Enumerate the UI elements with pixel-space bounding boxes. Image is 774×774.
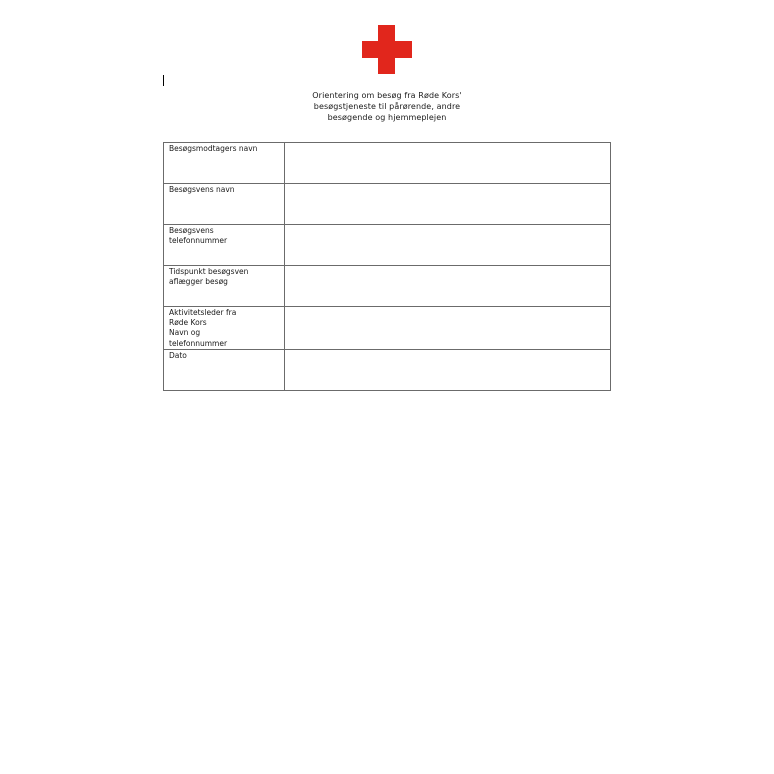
visit-info-table [163, 142, 611, 391]
recipient-name-field[interactable] [285, 143, 611, 184]
heading-line-3: besøgende og hjemmeplejen [327, 113, 447, 122]
text-cursor[interactable] [163, 75, 164, 86]
row-label-visit-time [164, 266, 285, 307]
table-row [164, 143, 611, 184]
label-line: telefonnummer [169, 236, 228, 246]
activity-leader-field[interactable] [285, 307, 611, 350]
visit-time-field[interactable] [285, 266, 611, 307]
date-field[interactable] [285, 349, 611, 390]
visitor-phone-field[interactable] [285, 225, 611, 266]
table-row [164, 349, 611, 390]
table-row [164, 184, 611, 225]
label-line: Tidspunkt besøgsven [169, 267, 249, 276]
visitor-name-field[interactable] [285, 184, 611, 225]
row-label-activity-leader [164, 307, 285, 350]
table-row [164, 225, 611, 266]
row-label-date [164, 349, 285, 390]
label-line: Dato [169, 350, 187, 360]
red-cross-icon [362, 25, 412, 74]
label-line: telefonnummer [169, 338, 228, 348]
row-label-visitor-phone [164, 225, 285, 266]
row-label-recipient-name [164, 143, 285, 184]
heading-line-1: Orientering om besøg fra Røde Kors' [312, 91, 462, 100]
document-heading [287, 90, 487, 123]
table-row [164, 266, 611, 307]
label-line: Besøgsvens [169, 226, 214, 235]
label-line: Besøgsvens navn [169, 185, 235, 194]
table-row [164, 307, 611, 350]
heading-line-2: besøgstjeneste til pårørende, andre [313, 102, 461, 111]
label-line: Aktivitetsleder fra [169, 308, 237, 317]
row-label-visitor-name [164, 184, 285, 225]
label-line: Navn og [169, 328, 201, 338]
red-cross-horizontal-bar [362, 41, 412, 58]
label-line: Besøgsmodtagers navn [169, 144, 258, 153]
label-line: aflægger besøg [169, 277, 228, 287]
label-line: Røde Kors [169, 318, 207, 328]
